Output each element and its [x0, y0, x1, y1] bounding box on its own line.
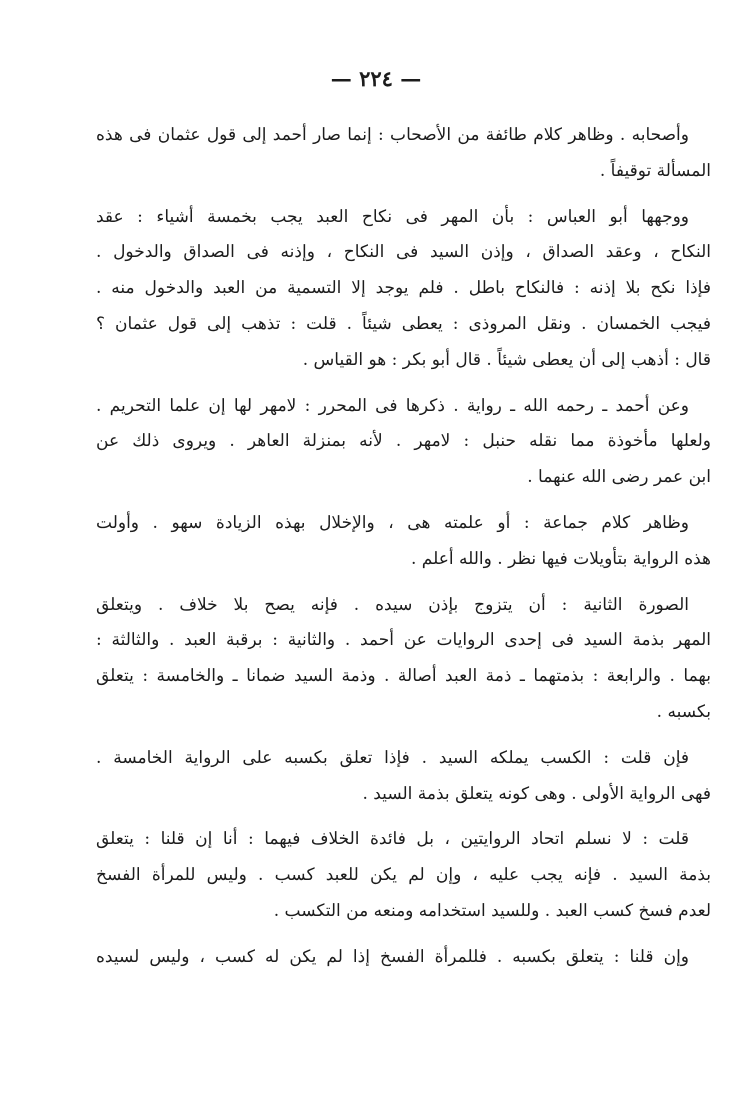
paragraph-gap [96, 379, 711, 389]
text-line: المسألة توقيفاً . [599, 160, 711, 181]
paragraph [96, 822, 711, 929]
paragraph-gap [96, 731, 711, 741]
arabic-text-body [96, 118, 711, 976]
text-line: وعن أحمد ـ رحمه الله ـ رواية . ذكرها فى المحرر : لامهر لها إن علما التحريم . [96, 395, 689, 416]
paragraph-gap [96, 930, 711, 940]
text-line: بكسبه . [656, 701, 711, 722]
text-line: فيجب الخمسان . ونقل المروذى : يعطى شيئاً . قلت : تذهب إلى قول عثمان ؟ [96, 313, 711, 334]
paragraph [96, 506, 711, 578]
paragraph-gap [96, 496, 711, 506]
text-line: لعدم فسخ كسب العبد . وللسيد استخدامه ومنعه من التكسب . [273, 900, 711, 921]
text-line: ابن عمر رضى الله عنهما . [527, 467, 711, 488]
paragraph [96, 741, 711, 813]
text-line: النكاح ، وعقد الصداق ، وإذن السيد فى النكاح ، وإذنه فى الصداق والدخول . [96, 242, 711, 263]
paragraph-gap [96, 812, 711, 822]
paragraph [96, 588, 711, 731]
paragraph-gap [96, 578, 711, 588]
text-line: الصورة الثانية : أن يتزوج بإذن سيده . فإنه يصح بلا خلاف . ويتعلق [96, 594, 689, 615]
paragraph [96, 200, 711, 379]
text-line: قال : أذهب إلى أن يعطى شيئاً . قال أبو بكر : هو القياس . [302, 349, 711, 370]
text-line: ولعلها مأخوذة مما نقله حنبل : لامهر . لأنه بمنزلة العاهر . ويروى ذلك عن [96, 431, 711, 452]
text-line: ووجهها أبو العباس : بأن المهر فى نكاح العبد يجب بخمسة أشياء : عقد [96, 206, 689, 227]
text-line: وإن قلنا : يتعلق بكسبه . فللمرأة الفسخ إذا لم يكن له كسب ، وليس لسيده [96, 946, 689, 967]
text-line: فإذا نكح بلا إذنه : فالنكاح باطل . فلم يوجد إلا التسمية من العبد والدخول منه . [96, 278, 711, 299]
page-number: — ٢٢٤ — [330, 66, 422, 91]
text-line: وأصحابه . وظاهر كلام طائفة من الأصحاب : إنما صار أحمد إلى قول عثمان فى هذه [96, 125, 689, 145]
paragraph [96, 389, 711, 496]
paragraph [96, 940, 711, 976]
text-line: قلت : لا نسلم اتحاد الروايتين ، بل فائدة الخلاف فيهما : أنا إن قلنا : يتعلق [96, 829, 689, 850]
text-line: فهى الرواية الأولى . وهى كونه يتعلق بذمة السيد . [362, 783, 711, 804]
text-line: بذمة السيد . فإنه يجب عليه ، وإن لم يكن للعبد كسب . وليس للمرأة الفسخ [96, 865, 711, 886]
text-line: بهما . والرابعة : بذمتهما ـ ذمة العبد أصالة . وذمة السيد ضمانا ـ والخامسة : يتعلق [96, 666, 711, 687]
paragraph-gap [96, 190, 711, 200]
paragraph [96, 118, 711, 190]
text-line: هذه الرواية بتأويلات فيها نظر . والله أعلم . [410, 548, 711, 569]
text-line: فإن قلت : الكسب يملكه السيد . فإذا تعلق بكسبه على الرواية الخامسة . [96, 747, 689, 768]
text-line: المهر بذمة السيد فى إحدى الروايات عن أحمد . والثانية : برقبة العبد . والثالثة : [96, 630, 711, 651]
text-line: وظاهر كلام جماعة : أو علمته هى ، والإخلال بهذه الزيادة سهو . وأولت [96, 512, 689, 533]
